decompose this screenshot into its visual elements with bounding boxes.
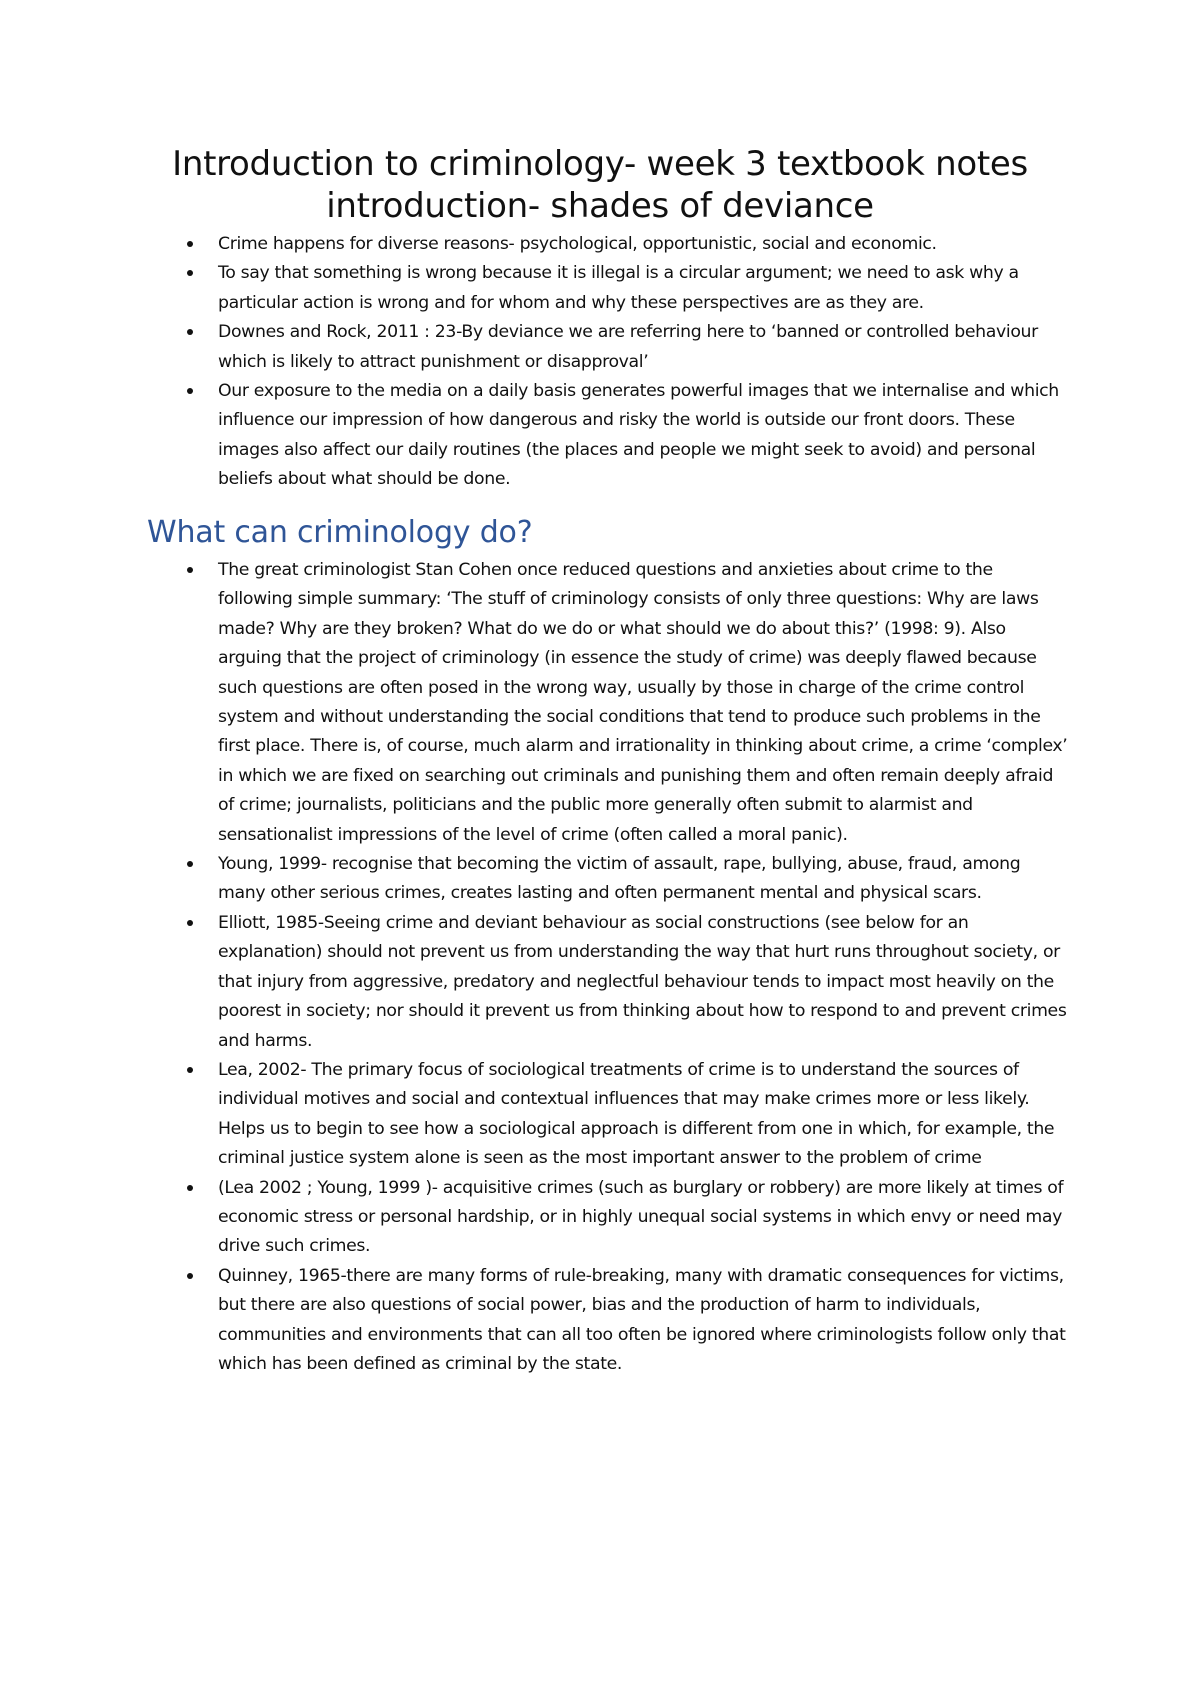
section-bullet-list (0, 556, 1070, 1379)
bullet-icon (187, 270, 193, 276)
list-item-text: Our exposure to the media on a daily basis generates powerful images that we internalise and which influence our impression of how dangerous and risky the world is outside our front doors. These images also affect our daily routines (the places and people we might seek to avoid) and personal beliefs about what should be done. (218, 381, 1059, 490)
bullet-icon (187, 1067, 193, 1073)
list-item (0, 556, 1070, 850)
list-item-text: The great criminologist Stan Cohen once reduced questions and anxieties about crime to the following simple summary: ‘The stuff of criminology consists of only three questions: Why are laws made? Why are they broken? What do we do or what should we do about this?’ (1998: 9). Also arguing that the project of criminology (in essence the study of crime) was deeply flawed because such questions are often posed in the wrong way, usually by those in charge of the crime control system and without understanding the social conditions that tend to produce such problems in the first place. There is, of course, much alarm and irrationality in thinking about crime, a crime ‘complex’ in which we are fixed on searching out criminals and punishing them and often remain deeply afraid of crime; journalists, politicians and the public more generally often submit to alarmist and sensationalist impressions of the level of crime (often called a moral panic). (218, 560, 1068, 845)
list-item (0, 318, 1070, 377)
list-item-text: Lea, 2002- The primary focus of sociological treatments of crime is to understand the sources of individual motives and social and contextual influences that may make crimes more or less likely. Helps us to begin to see how a sociological approach is different from one in which, for example, the criminal justice system alone is seen as the most important answer to the problem of crime (218, 1059, 1055, 1169)
bullet-icon (187, 861, 193, 867)
title-line-2: introduction- shades of deviance (326, 186, 874, 226)
list-item (0, 1262, 1070, 1380)
bullet-icon (187, 329, 193, 335)
list-item-text: Quinney, 1965-there are many forms of rule-breaking, many with dramatic consequences for victims, but there are also questions of social power, bias and the production of harm to individuals, communities and environments that can all too often be ignored where criminologists follow only that which has been defined as criminal by the state. (218, 1265, 1066, 1374)
bullet-icon (187, 920, 193, 926)
bullet-icon (187, 1185, 193, 1191)
list-item (0, 850, 1070, 909)
list-item (0, 909, 1070, 1056)
list-item (0, 377, 1070, 495)
bullet-icon (187, 1273, 193, 1279)
list-item-text: To say that something is wrong because it is illegal is a circular argument; we need to ask why a particular action is wrong and for whom and why these perspectives are as they are. (218, 263, 1019, 313)
list-item (0, 1174, 1070, 1262)
bullet-icon (187, 388, 193, 394)
section-heading: What can criminology do? (147, 515, 533, 550)
bullet-icon (187, 241, 193, 247)
list-item-text: Elliott, 1985-Seeing crime and deviant behaviour as social constructions (see below for an explanation) should not prevent us from understanding the way that hurt runs throughout society, or that injury from aggressive, predatory and neglectful behaviour tends to impact most heavily on the poorest in society; nor should it prevent us from thinking about how to respond to and prevent crimes and harms. (218, 912, 1067, 1051)
list-item-text: Crime happens for diverse reasons- psychological, opportunistic, social and economic. (218, 234, 937, 254)
list-item (0, 1056, 1070, 1174)
title-line-1: Introduction to criminology- week 3 textbook notes (172, 144, 1028, 184)
intro-bullet-list (0, 230, 1070, 495)
list-item (0, 259, 1070, 318)
list-item (0, 230, 1070, 259)
list-item-text: Young, 1999- recognise that becoming the victim of assault, rape, bullying, abuse, fraud, among many other serious crimes, creates lasting and often permanent mental and physical scars. (218, 854, 1021, 904)
bullet-icon (187, 567, 193, 573)
list-item-text: (Lea 2002 ; Young, 1999 )- acquisitive crimes (such as burglary or robbery) are more likely at times of economic stress or personal hardship, or in highly unequal social systems in which envy or need may drive such crimes. (218, 1177, 1064, 1257)
list-item-text: Downes and Rock, 2011 : 23-By deviance we are referring here to ‘banned or controlled behaviour which is likely to attract punishment or disapproval’ (218, 322, 1038, 372)
document-title (120, 143, 1080, 227)
